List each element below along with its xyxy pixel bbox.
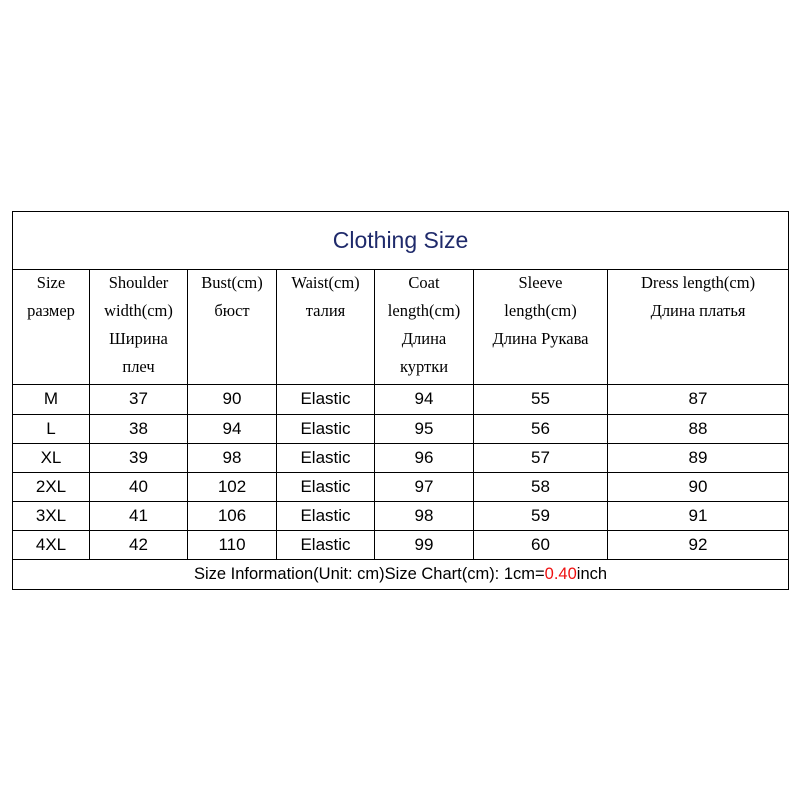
cell-sleeve: 59 — [474, 501, 608, 530]
header-bust — [188, 270, 277, 385]
header-coat-length — [375, 270, 474, 385]
size-info-footer — [13, 559, 789, 589]
cell-size: 4XL — [13, 530, 90, 559]
cell-shoulder: 40 — [90, 472, 188, 501]
table-title: Clothing Size — [13, 212, 789, 270]
cell-size: 2XL — [13, 472, 90, 501]
header-line: Waist(cm) — [291, 273, 360, 293]
header-line: талия — [305, 301, 346, 321]
cell-waist: Elastic — [277, 385, 375, 414]
size-chart-table — [12, 211, 789, 590]
table-row — [13, 385, 789, 414]
cell-sleeve: 60 — [474, 530, 608, 559]
table-row — [13, 501, 789, 530]
header-line: width(cm) — [104, 301, 173, 321]
cell-shoulder: 39 — [90, 443, 188, 472]
header-line: Dress length(cm) — [640, 273, 756, 293]
header-dress-length — [608, 270, 789, 385]
cell-waist: Elastic — [277, 472, 375, 501]
cell-bust: 90 — [188, 385, 277, 414]
cell-waist: Elastic — [277, 501, 375, 530]
header-size — [13, 270, 90, 385]
header-line: бюст — [214, 301, 250, 321]
cell-waist: Elastic — [277, 414, 375, 443]
cell-dress: 88 — [608, 414, 789, 443]
cell-waist: Elastic — [277, 443, 375, 472]
cell-dress: 89 — [608, 443, 789, 472]
table-row — [13, 443, 789, 472]
cell-size: 3XL — [13, 501, 90, 530]
cell-dress: 91 — [608, 501, 789, 530]
cell-shoulder: 41 — [90, 501, 188, 530]
cell-size: XL — [13, 443, 90, 472]
title-row — [13, 212, 789, 270]
header-line: Ширина — [109, 329, 168, 349]
cell-shoulder: 42 — [90, 530, 188, 559]
cell-dress: 90 — [608, 472, 789, 501]
table-row — [13, 414, 789, 443]
cell-sleeve: 55 — [474, 385, 608, 414]
header-line: Bust(cm) — [201, 273, 263, 293]
cell-size: L — [13, 414, 90, 443]
footer-unit: inch — [576, 564, 608, 583]
cell-coat: 95 — [375, 414, 474, 443]
cell-sleeve: 58 — [474, 472, 608, 501]
cell-coat: 94 — [375, 385, 474, 414]
header-line: length(cm) — [504, 301, 577, 321]
footer-text: Size Information(Unit: cm)Size Chart(cm): 1cm= — [193, 564, 545, 583]
header-line: Длина — [401, 329, 447, 349]
header-line: размер — [27, 301, 75, 321]
header-line: Size — [36, 273, 66, 293]
cell-coat: 96 — [375, 443, 474, 472]
cell-sleeve: 57 — [474, 443, 608, 472]
header-line: Shoulder — [108, 273, 169, 293]
cell-bust: 106 — [188, 501, 277, 530]
cell-coat: 99 — [375, 530, 474, 559]
header-line: Sleeve — [518, 273, 563, 293]
cell-shoulder: 38 — [90, 414, 188, 443]
header-line: Coat — [408, 273, 440, 293]
header-waist — [277, 270, 375, 385]
header-line: Длина Рукава — [492, 329, 589, 349]
footer-row — [13, 559, 789, 589]
header-line: куртки — [399, 357, 449, 377]
header-line: Длина платья — [650, 301, 746, 321]
cell-bust: 110 — [188, 530, 277, 559]
cell-waist: Elastic — [277, 530, 375, 559]
header-shoulder-width — [90, 270, 188, 385]
cell-size: M — [13, 385, 90, 414]
conversion-ratio: 0.40 — [544, 564, 577, 583]
cell-bust: 94 — [188, 414, 277, 443]
header-sleeve-length — [474, 270, 608, 385]
cell-coat: 98 — [375, 501, 474, 530]
header-line: length(cm) — [387, 301, 461, 321]
cell-shoulder: 37 — [90, 385, 188, 414]
table-row — [13, 530, 789, 559]
cell-dress: 92 — [608, 530, 789, 559]
table-row — [13, 472, 789, 501]
cell-coat: 97 — [375, 472, 474, 501]
header-line: плеч — [122, 357, 155, 377]
cell-sleeve: 56 — [474, 414, 608, 443]
header-row — [13, 270, 789, 385]
cell-bust: 98 — [188, 443, 277, 472]
cell-dress: 87 — [608, 385, 789, 414]
cell-bust: 102 — [188, 472, 277, 501]
